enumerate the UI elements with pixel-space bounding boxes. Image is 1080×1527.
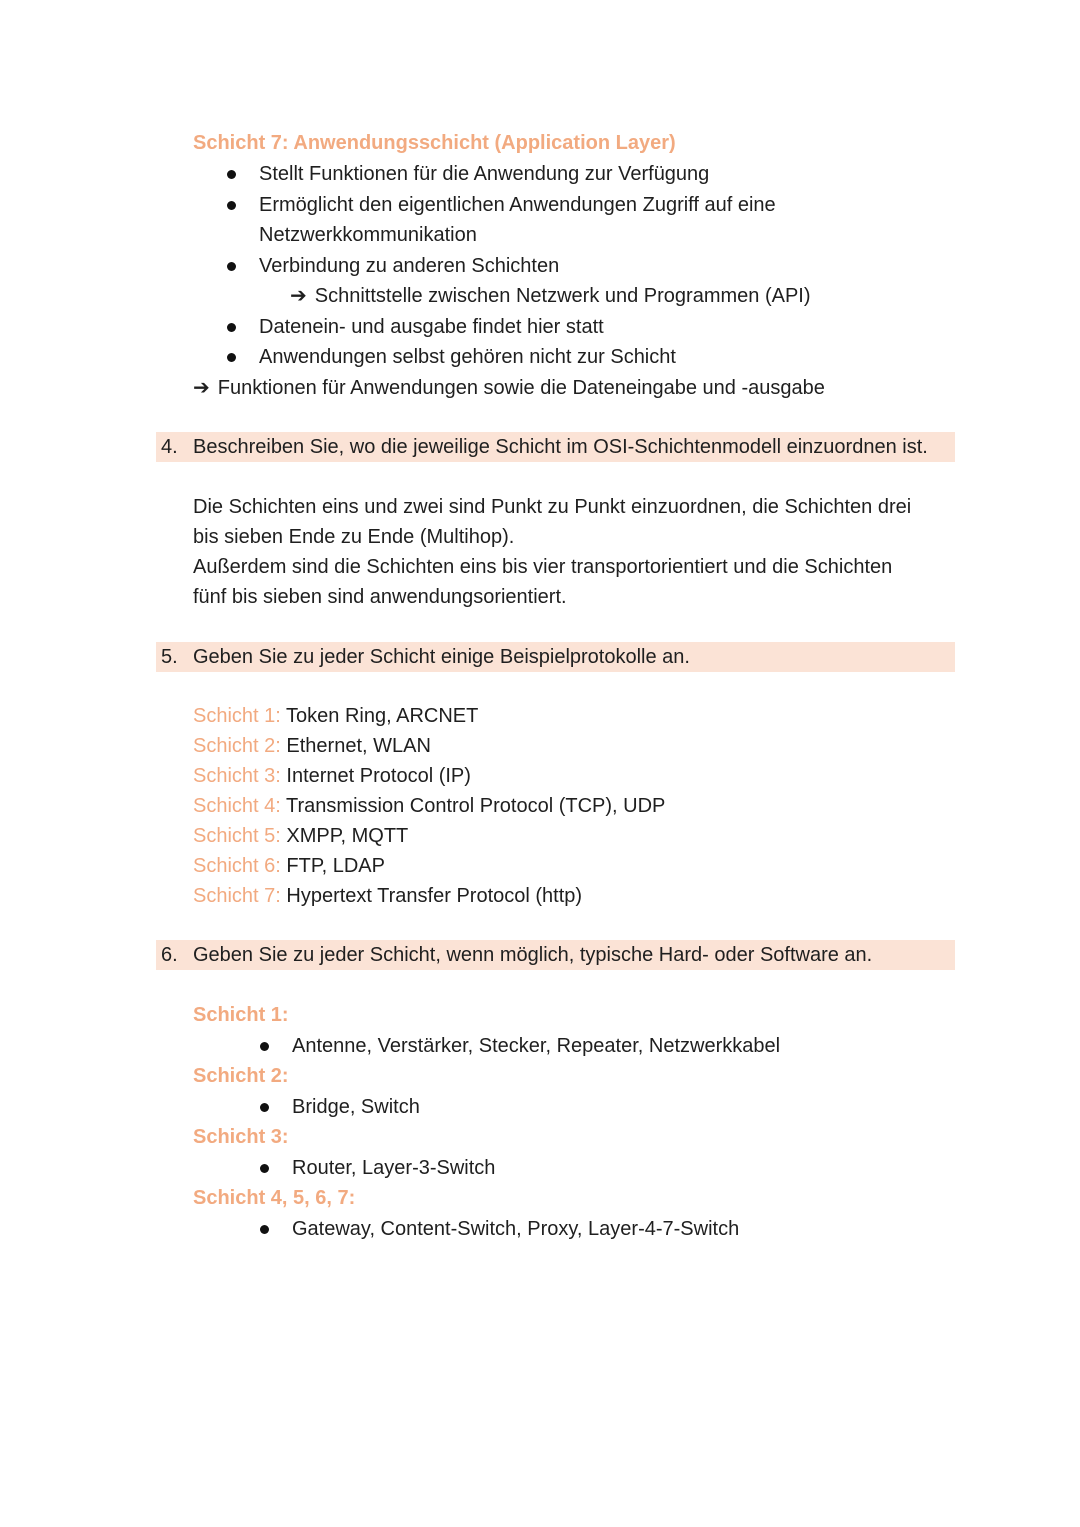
arrow-right-icon: ➔ xyxy=(193,377,210,399)
bullet-icon xyxy=(227,353,236,362)
protocol-value: Ethernet, WLAN xyxy=(286,735,431,757)
answer-line: Die Schichten eins und zwei sind Punkt zu Punkt einzuordnen, die Schichten drei xyxy=(193,496,912,518)
bullet-icon xyxy=(227,170,236,179)
protocol-row xyxy=(193,701,478,731)
protocol-value: FTP, LDAP xyxy=(286,855,385,877)
question-text: Geben Sie zu jeder Schicht, wenn möglich, typische Hard- oder Software an. xyxy=(193,944,873,966)
question-text: Beschreiben Sie, wo die jeweilige Schicht im OSI-Schichtenmodell einzuordnen ist. xyxy=(193,436,928,458)
protocol-value: Hypertext Transfer Protocol (http) xyxy=(286,885,583,907)
sub-arrow-item xyxy=(290,281,811,311)
layer-label: Schicht 1: xyxy=(193,705,281,727)
question-number: 4. xyxy=(161,436,178,458)
hardware-item: Antenne, Verstärker, Stecker, Repeater, Netzwerkkabel xyxy=(292,1035,781,1057)
layer-label: Schicht 3: xyxy=(193,1126,289,1148)
layer-label: Schicht 2: xyxy=(193,1065,289,1087)
protocol-row xyxy=(193,851,385,881)
answer-line: Außerdem sind die Schichten eins bis vier transportorientiert und die Schichten xyxy=(193,556,893,578)
hardware-item: Bridge, Switch xyxy=(292,1096,420,1118)
layer-label: Schicht 5: xyxy=(193,825,281,847)
layer-label: Schicht 3: xyxy=(193,765,281,787)
bullet-icon xyxy=(260,1225,269,1234)
bullet-icon xyxy=(260,1042,269,1051)
section-heading: Schicht 7: Anwendungsschicht (Application Layer) xyxy=(193,132,676,154)
bullet-icon xyxy=(227,323,236,332)
hardware-item: Router, Layer-3-Switch xyxy=(292,1157,496,1179)
bullet-icon xyxy=(227,201,236,210)
protocol-row xyxy=(193,791,665,821)
protocol-value: Internet Protocol (IP) xyxy=(286,765,471,787)
sub-arrow-text: Schnittstelle zwischen Netzwerk und Programmen (API) xyxy=(314,285,811,307)
answer-line: bis sieben Ende zu Ende (Multihop). xyxy=(193,526,515,548)
summary-text: Funktionen für Anwendungen sowie die Dateneingabe und -ausgabe xyxy=(217,377,825,399)
arrow-right-icon: ➔ xyxy=(290,285,307,307)
question-text: Geben Sie zu jeder Schicht einige Beispielprotokolle an. xyxy=(193,646,690,668)
layer-label: Schicht 7: xyxy=(193,885,281,907)
bullet-icon xyxy=(227,262,236,271)
protocol-value: Token Ring, ARCNET xyxy=(286,705,479,727)
answer-line: fünf bis sieben sind anwendungsorientiert. xyxy=(193,586,567,608)
protocol-row xyxy=(193,761,471,791)
protocol-row xyxy=(193,731,431,761)
bullet-text: Ermöglicht den eigentlichen Anwendungen Zugriff auf eine xyxy=(259,194,776,216)
question-number: 6. xyxy=(161,944,178,966)
hardware-item: Gateway, Content-Switch, Proxy, Layer-4-7-Switch xyxy=(292,1218,740,1240)
summary-line xyxy=(193,373,825,403)
layer-label: Schicht 4: xyxy=(193,795,281,817)
protocol-value: Transmission Control Protocol (TCP), UDP xyxy=(286,795,666,817)
protocol-row xyxy=(193,821,408,851)
bullet-text: Anwendungen selbst gehören nicht zur Schicht xyxy=(259,346,676,368)
question-number: 5. xyxy=(161,646,178,668)
bullet-text-continuation: Netzwerkkommunikation xyxy=(259,224,477,246)
protocol-value: XMPP, MQTT xyxy=(286,825,409,847)
bullet-text: Stellt Funktionen für die Anwendung zur Verfügung xyxy=(259,163,710,185)
protocol-row xyxy=(193,881,582,911)
bullet-text: Verbindung zu anderen Schichten xyxy=(259,255,560,277)
layer-label: Schicht 4, 5, 6, 7: xyxy=(193,1187,356,1209)
layer-label: Schicht 6: xyxy=(193,855,281,877)
layer-label: Schicht 2: xyxy=(193,735,281,757)
bullet-text: Datenein- und ausgabe findet hier statt xyxy=(259,316,604,338)
layer-label: Schicht 1: xyxy=(193,1004,289,1026)
bullet-icon xyxy=(260,1103,269,1112)
bullet-icon xyxy=(260,1164,269,1173)
